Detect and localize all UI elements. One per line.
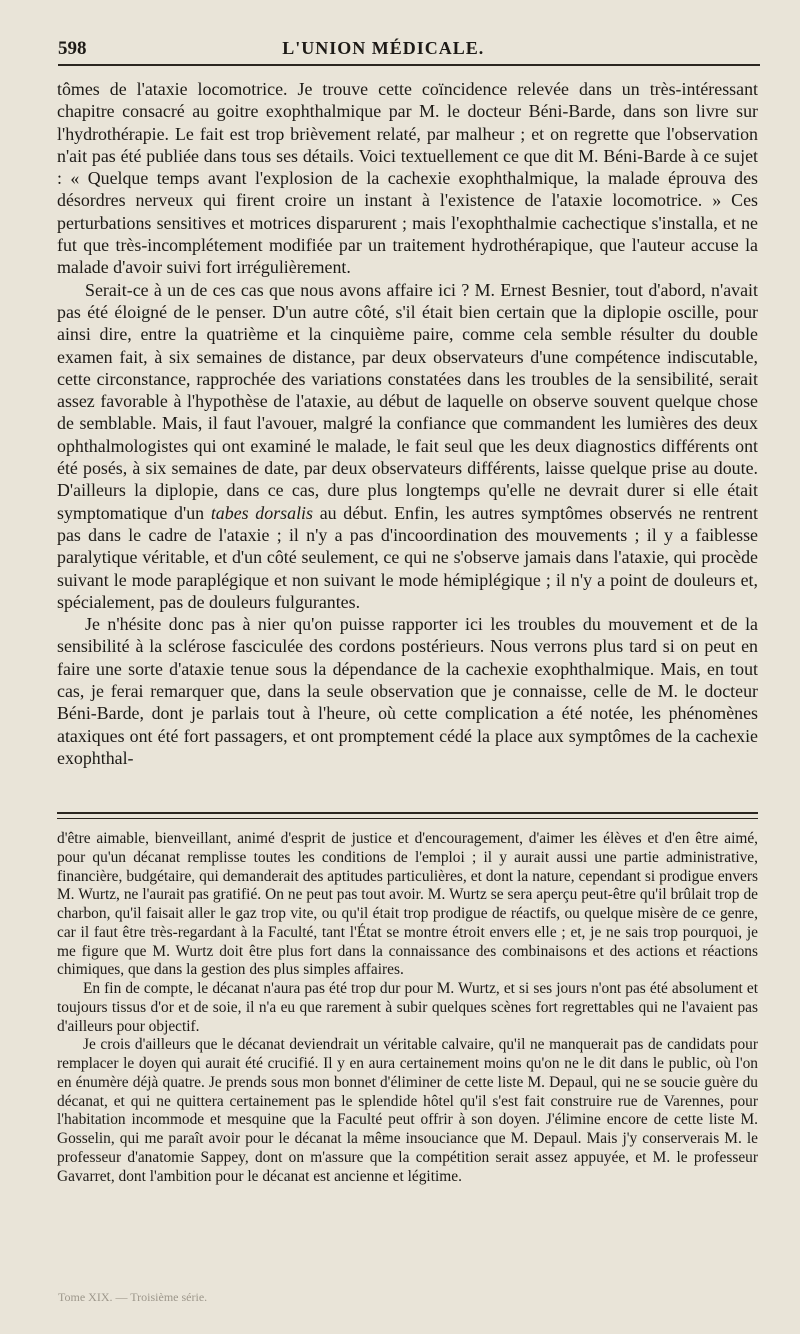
feuilleton-separator-thin <box>57 818 758 819</box>
article-paragraph-2-part-a: Serait-ce à un de ces cas que nous avons affaire ici ? M. Ernest Besnier, tout d'abord, n'avait pas été éloigné de le penser. D'un autre côté, s'il était bien certain que la diplopie oscille, pour ainsi dire, entre la quatrième et la cinquième paire, comme cela semble résulter du double examen fait, à six semaines de distance, par deux observateurs d'une compétence indiscutable, cette circonstance, rapprochée des variations constatées dans les troubles de la sensibilité, serait assez favorable à l'hypothèse de l'ataxie, au début de laquelle on observe souvent quelque chose de semblable. Mais, il faut l'avouer, malgré la confiance que commandent les lumières des deux ophthalmologistes qui ont examiné le malade, le fait seul que les deux diagnostics différents ont été posés, à six semaines de date, par deux observateurs différents, laisse quelque prise au doute. D'ailleurs la diplopie, dans ce cas, dure plus longtemps qu'elle ne devrait durer si elle était symptomatique d'un <box>57 279 758 523</box>
article-paragraph-3: Je n'hésite donc pas à nier qu'on puisse rapporter ici les troubles du mouvement et de la sensibilité à la sclérose fasciculée des cordons postérieurs. Nous verrons plus tard si on peut en faire une sorte d'ataxie tenue sous la dépendance de la cachexie exophthalmique. Mais, en tout cas, je ferai remarquer que, dans la seule observation que je connaisse, celle de M. le docteur Béni-Barde, dont je parlais tout à l'heure, où cette complication a été notée, les phénomènes ataxiques ont été fort passagers, et ont promptement cédé la place aux symptômes de la cachexie exophthal- <box>57 614 758 768</box>
main-article <box>57 78 758 769</box>
article-paragraph-2-part-b: au début. Enfin, les autres symptômes observés ne rentrent pas dans le cadre de l'ataxie ; il n'y a pas d'incoordination des mouvements ; il y a faiblesse paralytique véritable, et d'un côté seulement, ce qui ne s'observe jamais dans l'ataxie, qui procède suivant le mode paraplégique et non suivant le mode hémiplégique ; il n'y a point de douleurs et, spécialement, pas de douleurs fulgurantes. <box>57 502 758 612</box>
article-paragraph-2 <box>57 279 758 613</box>
feuilleton-paragraph-3: Je crois d'ailleurs que le décanat deviendrait un véritable calvaire, qu'il ne manquerait pas de candidats pour remplacer le doyen qui aurait été crucifié. Il y en aura certainement moins qu'on ne le dit dans le public, où l'on en énumère déjà quatre. Je prends sous mon bonnet d'éliminer de cette liste M. Depaul, qui ne se soucie guère du décanat, et qui ne quittera certainement pas le splendide hôtel qu'il s'est fait construire rue de Varennes, pour l'habitation incommode et mesquine que la Faculté peut offrir à son doyen. J'élimine encore de cette liste M. Gosselin, qui me paraît avoir pour le décanat la même insouciance que M. Depaul. Mais j'y conserverais M. le professeur d'anatomie Sappey, dont on m'assure que la compétition serait assez appuyée, et M. le professeur Gavarret, dont l'ambition pour le décanat est ancienne et légitime. <box>57 1036 758 1185</box>
feuilleton-paragraph-2: En fin de compte, le décanat n'aura pas été trop dur pour M. Wurtz, et si ses jours n'ont pas été absolument et toujours tissus d'or et de soie, il n'a eu que rarement à subir quelques scènes fort regrettables qui ne l'avaient pas d'ailleurs pour objectif. <box>57 980 758 1035</box>
header-rule <box>58 64 760 66</box>
article-italic-term: tabes dorsalis <box>210 502 313 523</box>
feuilleton-separator <box>57 812 758 814</box>
page-header <box>58 38 760 64</box>
footer-volume: Tome XIX. — Troisième série. <box>58 1290 208 1304</box>
page-footer <box>58 1290 760 1305</box>
feuilleton-paragraph-1: d'être aimable, bienveillant, animé d'esprit de justice et d'encouragement, d'aimer les élèves et d'en être aimé, pour qu'un décanat remplisse toutes les conditions de l'emploi ; il y aurait aussi une partie administrative, financière, budgétaire, qui demanderait des aptitudes particulières, et dont la nature, cependant si prodigue envers M. Wurtz, ne l'aurait pas gratifié. On ne peut pas tout avoir. M. Wurtz se sera aperçu peut-être qu'il brûlait trop de charbon, qu'il faisait aller le gaz trop vite, ou qu'il était trop prodigue de réactifs, ou quelque misère de ce genre, car il faut être très-regardant à la Faculté, tant l'État se montre étroit envers elle ; et, je ne sais trop pourquoi, je me figure que M. Wurtz doit être plus fort dans la connaissance des combinaisons et des actions et réactions chimiques, que dans la gestion des plus simples affaires. <box>57 830 758 979</box>
running-title: L'UNION MÉDICALE. <box>282 38 485 58</box>
feuilleton-column <box>57 830 758 1186</box>
article-paragraph-1: tômes de l'ataxie locomotrice. Je trouve cette coïncidence relevée dans un très-intéressant chapitre consacré au goitre exophthalmique par M. le docteur Béni-Barde, dans son livre sur l'hydrothérapie. Le fait est trop brièvement relaté, par malheur ; et on regrette que l'observation n'ait pas été publiée dans tous ses détails. Voici textuellement ce que dit M. Béni-Barde à ce sujet : « Quelque temps avant l'explosion de la cachexie exophthalmique, la malade éprouva des désordres nerveux qui firent croire un instant à l'existence de l'ataxie locomotrice. » Ces perturbations sensitives et motrices disparurent ; mais l'exophthalmie cachectique s'installa, et ne fut que très-incomplétement modifiée par un traitement hydrothérapique, que l'auteur accuse la malade d'avoir suivi fort irrégulièrement. <box>57 79 758 278</box>
page-number: 598 <box>58 38 87 59</box>
